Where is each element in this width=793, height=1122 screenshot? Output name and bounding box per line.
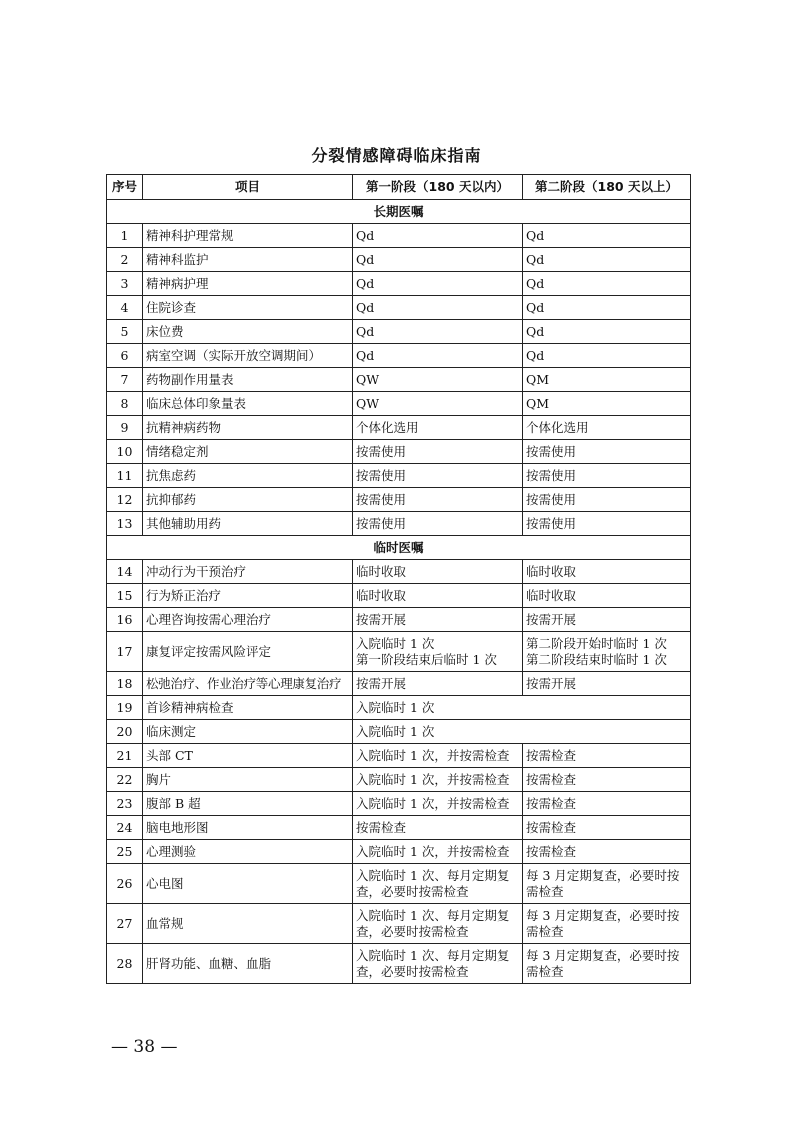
row-item: 药物副作用量表 [143,368,353,392]
table-row [107,416,691,440]
row-phase1-line: 入院临时 1 次 [356,635,435,651]
row-phase1: 按需使用 [353,512,523,536]
table-row [107,368,691,392]
row-item: 血常规 [143,904,353,944]
row-phase2: 按需检查 [523,816,691,840]
guideline-table [106,174,691,984]
header-row [107,175,691,200]
row-phase1-line: 查，必要时按需检查 [356,923,469,939]
row-number: 4 [107,296,143,320]
row-item: 住院诊查 [143,296,353,320]
row-item: 头部 CT [143,744,353,768]
table-row [107,464,691,488]
row-phase2: Qd [523,272,691,296]
table-row [107,344,691,368]
table-row [107,320,691,344]
row-number: 26 [107,864,143,904]
row-phase1: 按需使用 [353,440,523,464]
row-phase1 [353,864,523,904]
row-phase2 [523,904,691,944]
row-phase1: 临时收取 [353,560,523,584]
section-temporary: 临时医嘱 [107,536,691,560]
table-row [107,904,691,944]
row-phase1: Qd [353,296,523,320]
row-number: 11 [107,464,143,488]
row-number: 14 [107,560,143,584]
row-number: 1 [107,224,143,248]
row-item: 抗抑郁药 [143,488,353,512]
row-phase2: Qd [523,248,691,272]
row-number: 3 [107,272,143,296]
row-item: 临床总体印象量表 [143,392,353,416]
row-phase2: Qd [523,320,691,344]
row-phase1: 入院临时 1 次，并按需检查 [353,768,523,792]
row-phase2-line: 第二阶段结束时临时 1 次 [526,651,667,667]
row-phase1: 入院临时 1 次，并按需检查 [353,840,523,864]
row-phase2: 临时收取 [523,584,691,608]
row-phase2: 按需使用 [523,488,691,512]
row-number: 15 [107,584,143,608]
row-phase1: Qd [353,224,523,248]
row-phase2-line: 每 3 月定期复查，必要时按 [526,907,680,923]
table-row [107,632,691,672]
row-phase1-line: 第一阶段结束后临时 1 次 [356,651,497,667]
page-title: 分裂情感障碍临床指南 [311,146,482,165]
table-row [107,768,691,792]
row-phase2: 按需开展 [523,608,691,632]
row-phase2: 临时收取 [523,560,691,584]
row-phase2: QM [523,368,691,392]
row-item: 其他辅助用药 [143,512,353,536]
table-row [107,440,691,464]
table-row [107,816,691,840]
row-phase1-line: 入院临时 1 次、每月定期复 [356,907,510,923]
row-phase2: 按需检查 [523,744,691,768]
row-phase2: 按需检查 [523,840,691,864]
row-number: 8 [107,392,143,416]
row-number: 25 [107,840,143,864]
row-phase2-line: 需检查 [526,923,564,939]
table-row [107,864,691,904]
row-number: 20 [107,720,143,744]
row-number: 27 [107,904,143,944]
row-item: 心电图 [143,864,353,904]
row-item: 腹部 B 超 [143,792,353,816]
row-item: 床位费 [143,320,353,344]
header-item: 项目 [143,175,353,200]
row-number: 16 [107,608,143,632]
table-row [107,608,691,632]
row-merged: 入院临时 1 次 [353,696,691,720]
row-phase1: 入院临时 1 次，并按需检查 [353,792,523,816]
row-item: 情绪稳定剂 [143,440,353,464]
row-phase1: QW [353,392,523,416]
table-row [107,560,691,584]
row-phase1-line: 查，必要时按需检查 [356,963,469,979]
row-number: 13 [107,512,143,536]
section-row [107,536,691,560]
row-phase1: Qd [353,320,523,344]
row-phase1: 个体化选用 [353,416,523,440]
table-row [107,392,691,416]
row-item: 心理咨询按需心理治疗 [143,608,353,632]
row-phase2: Qd [523,344,691,368]
row-phase2-line: 每 3 月定期复查，必要时按 [526,867,680,883]
table-row [107,584,691,608]
table-row [107,840,691,864]
row-phase2: 按需开展 [523,672,691,696]
row-item: 胸片 [143,768,353,792]
row-phase1 [353,632,523,672]
table-row [107,296,691,320]
row-item: 行为矫正治疗 [143,584,353,608]
row-phase1: Qd [353,272,523,296]
table-row [107,720,691,744]
row-phase1: 按需检查 [353,816,523,840]
row-number: 9 [107,416,143,440]
row-number: 5 [107,320,143,344]
row-phase1: 按需开展 [353,608,523,632]
row-phase2: 按需使用 [523,512,691,536]
row-phase2-line: 第二阶段开始时临时 1 次 [526,635,667,651]
row-phase2-line: 需检查 [526,963,564,979]
row-number: 18 [107,672,143,696]
row-item: 精神病护理 [143,272,353,296]
row-phase2-line: 需检查 [526,883,564,899]
row-item: 病室空调（实际开放空调期间） [143,344,353,368]
row-phase1: 入院临时 1 次，并按需检查 [353,744,523,768]
table-row [107,672,691,696]
row-item: 抗精神病药物 [143,416,353,440]
table-row [107,944,691,984]
table-row [107,696,691,720]
row-phase1: Qd [353,344,523,368]
row-item: 冲动行为干预治疗 [143,560,353,584]
row-number: 17 [107,632,143,672]
row-item: 康复评定按需风险评定 [143,632,353,672]
table-row [107,272,691,296]
row-phase2: 按需使用 [523,464,691,488]
row-item: 抗焦虑药 [143,464,353,488]
row-phase1: 按需使用 [353,464,523,488]
row-phase1-line: 查，必要时按需检查 [356,883,469,899]
row-number: 10 [107,440,143,464]
row-item: 首诊精神病检查 [143,696,353,720]
row-phase2: Qd [523,296,691,320]
row-number: 21 [107,744,143,768]
row-number: 19 [107,696,143,720]
table-row [107,744,691,768]
row-phase2 [523,864,691,904]
row-phase1-line: 入院临时 1 次、每月定期复 [356,947,510,963]
row-merged: 入院临时 1 次 [353,720,691,744]
row-number: 24 [107,816,143,840]
row-phase2: 个体化选用 [523,416,691,440]
row-phase1: 按需开展 [353,672,523,696]
row-phase2: 按需使用 [523,440,691,464]
row-phase2-line: 每 3 月定期复查，必要时按 [526,947,680,963]
row-phase2 [523,632,691,672]
row-phase2: 按需检查 [523,768,691,792]
row-item: 临床测定 [143,720,353,744]
page-number: — 38 — [111,1037,178,1057]
row-number: 7 [107,368,143,392]
row-phase2: QM [523,392,691,416]
row-number: 23 [107,792,143,816]
row-phase1-line: 入院临时 1 次、每月定期复 [356,867,510,883]
row-item: 肝肾功能、血糖、血脂 [143,944,353,984]
row-number: 6 [107,344,143,368]
row-number: 12 [107,488,143,512]
row-item: 精神科护理常规 [143,224,353,248]
header-phase2: 第二阶段（180 天以上） [523,175,691,200]
table-row [107,248,691,272]
section-long-term: 长期医嘱 [107,200,691,224]
row-phase1 [353,944,523,984]
row-item: 心理测验 [143,840,353,864]
row-phase2: 按需检查 [523,792,691,816]
row-number: 22 [107,768,143,792]
row-number: 2 [107,248,143,272]
table-row [107,512,691,536]
header-phase1: 第一阶段（180 天以内） [353,175,523,200]
row-number: 28 [107,944,143,984]
table-row [107,488,691,512]
header-no: 序号 [107,175,143,200]
row-phase2: Qd [523,224,691,248]
table-row [107,792,691,816]
row-item: 松弛治疗、作业治疗等心理康复治疗 [143,672,353,696]
table-row [107,224,691,248]
row-phase1: 按需使用 [353,488,523,512]
row-phase2 [523,944,691,984]
row-phase1: Qd [353,248,523,272]
section-row [107,200,691,224]
row-item: 精神科监护 [143,248,353,272]
row-phase1: 临时收取 [353,584,523,608]
row-phase1 [353,904,523,944]
row-item: 脑电地形图 [143,816,353,840]
row-phase1: QW [353,368,523,392]
